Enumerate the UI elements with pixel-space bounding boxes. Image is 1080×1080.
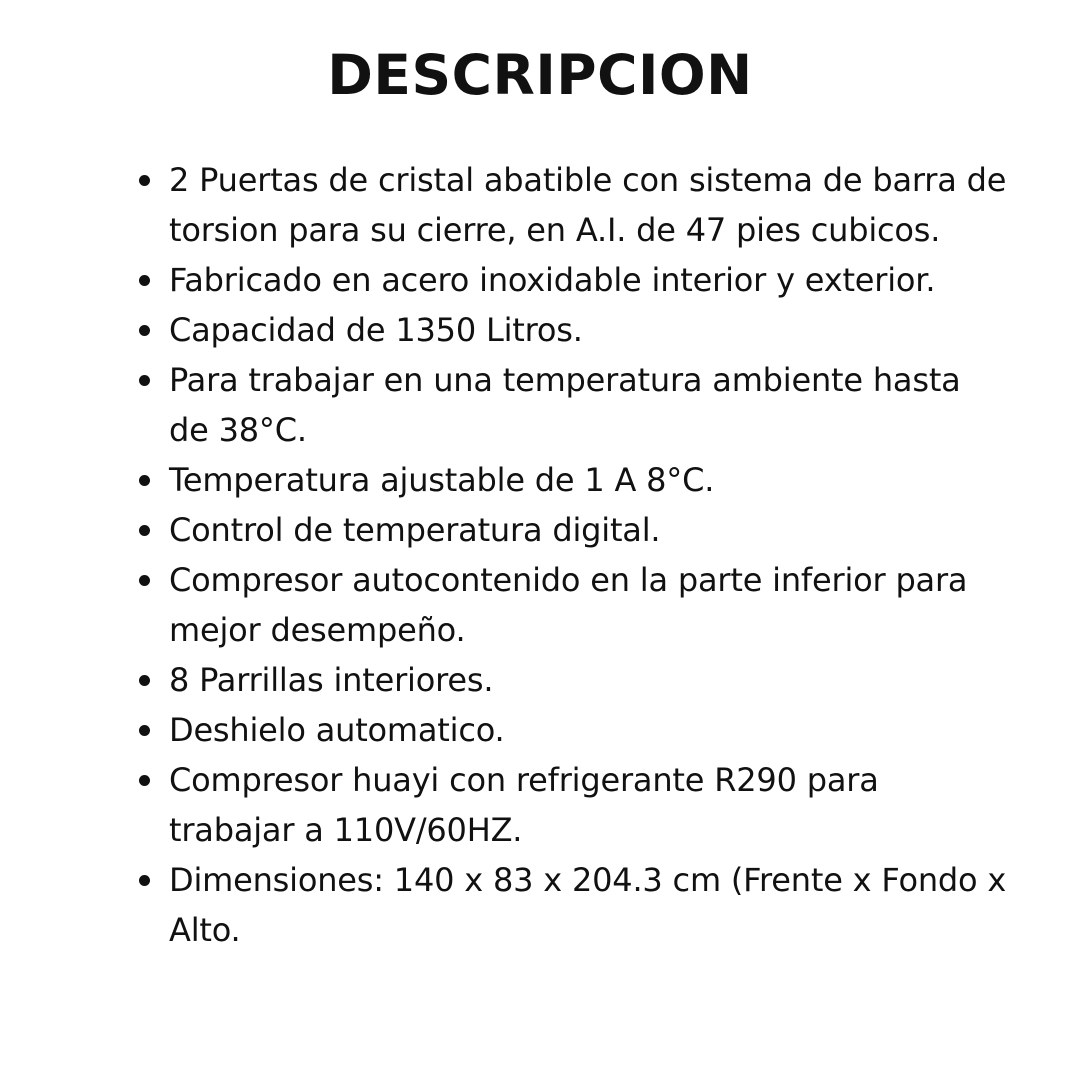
feature-text: 2 Puertas de cristal abatible con sistema de barra de torsion para su cierre, en A.I. de 47 pies cubicos.: [169, 161, 1007, 249]
feature-list: [130, 155, 1010, 955]
bullet-icon: [139, 525, 150, 536]
feature-item-9: [130, 705, 1010, 755]
feature-text: Control de temperatura digital.: [169, 511, 661, 549]
bullet-icon: [139, 375, 150, 386]
bullet-icon: [139, 575, 150, 586]
bullet-icon: [139, 275, 150, 286]
feature-text: Compresor huayi con refrigerante R290 para trabajar a 110V/60HZ.: [169, 761, 879, 849]
bullet-icon: [139, 725, 150, 736]
bullet-icon: [139, 475, 150, 486]
feature-item-3: [130, 305, 1010, 355]
feature-item-2: [130, 255, 1010, 305]
feature-item-7: [130, 555, 1010, 655]
feature-text: Capacidad de 1350 Litros.: [169, 311, 583, 349]
feature-text: Dimensiones: 140 x 83 x 204.3 cm (Frente x Fondo x Alto.: [169, 861, 1007, 949]
bullet-icon: [139, 675, 150, 686]
feature-text: Fabricado en acero inoxidable interior y exterior.: [169, 261, 936, 299]
bullet-icon: [139, 325, 150, 336]
feature-item-11: [130, 855, 1010, 955]
feature-item-6: [130, 505, 1010, 555]
feature-item-1: [130, 155, 1010, 255]
feature-item-4: [130, 355, 1010, 455]
feature-text: Temperatura ajustable de 1 A 8°C.: [169, 461, 715, 499]
feature-item-5: [130, 455, 1010, 505]
page-title: DESCRIPCION: [327, 43, 753, 107]
feature-item-10: [130, 755, 1010, 855]
feature-item-8: [130, 655, 1010, 705]
feature-text: Para trabajar en una temperatura ambiente hasta de 38°C.: [169, 361, 961, 449]
bullet-icon: [139, 175, 150, 186]
feature-text: Deshielo automatico.: [169, 711, 505, 749]
bullet-icon: [139, 875, 150, 886]
bullet-icon: [139, 775, 150, 786]
feature-text: Compresor autocontenido en la parte inferior para mejor desempeño.: [169, 561, 968, 649]
feature-text: 8 Parrillas interiores.: [169, 661, 494, 699]
